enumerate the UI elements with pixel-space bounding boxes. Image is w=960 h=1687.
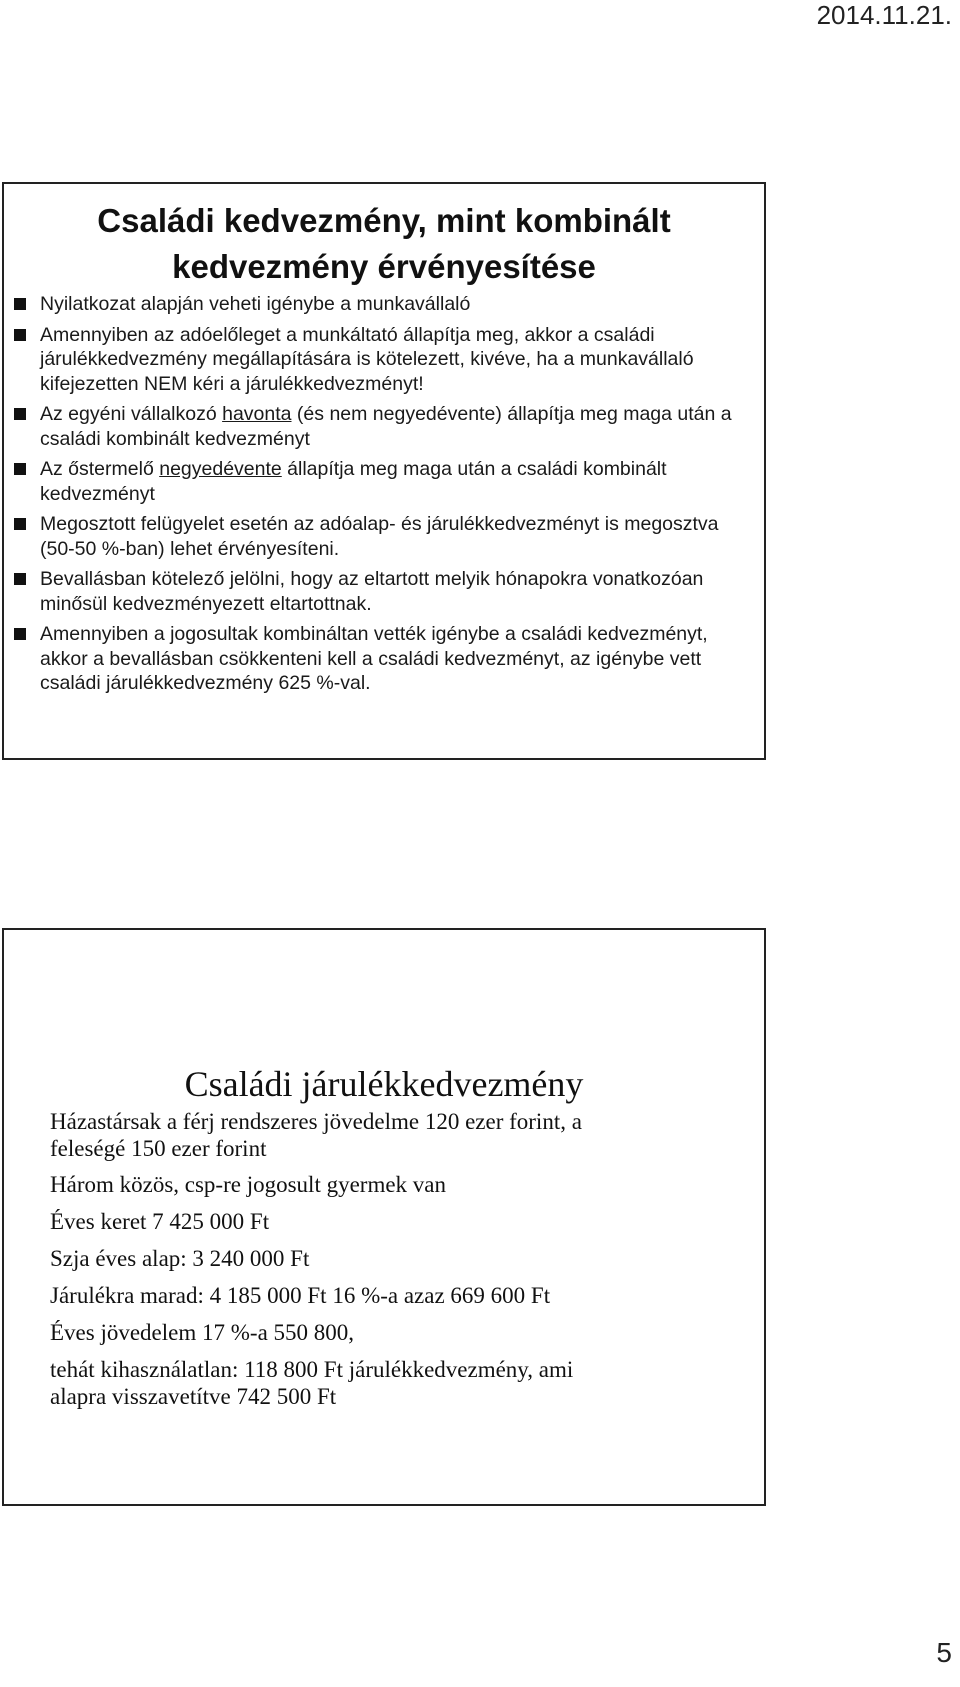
- document-date: 2014.11.21.: [816, 0, 952, 30]
- bullet-text: Nyilatkozat alapján veheti igénybe a munkavállaló: [40, 293, 471, 315]
- bullet-item: [14, 323, 749, 397]
- bullet-text-pre: Az őstermelő: [40, 458, 160, 480]
- text-line: feleségé 150 ezer forint: [50, 1136, 267, 1161]
- bullet-text: Amennyiben a jogosultak kombináltan vették igénybe a családi kedvezményt, akkor a bevallásban csökkenteni kell a családi kedvezményt, az igénybe vett családi járulékkedvezmény 625 %-val.: [40, 623, 708, 694]
- slide-title: [4, 198, 764, 290]
- bullet-text: Amennyiben az adóelőleget a munkáltató állapítja meg, akkor a családi járulékkedvezmény megállapítására is kötelezett, kivéve, ha a munkavállaló kifejezetten NEM kéri a járulékkedvezményt!: [40, 323, 694, 395]
- bullet-text-pre: Az egyéni vállalkozó: [40, 403, 223, 425]
- slide-combined-allowance: [2, 182, 766, 760]
- bullet-text-underlined: havonta: [222, 403, 292, 425]
- black-square-icon: [14, 329, 26, 341]
- slide-family-contribution-allowance: [2, 928, 766, 1506]
- text-line: Éves jövedelem 17 %-a 550 800,: [50, 1320, 355, 1345]
- bullet-text-post: (és nem negyedévente) állapítja meg maga után a családi kombinált kedvezményt: [40, 403, 732, 450]
- text-line: Szja éves alap: 3 240 000 Ft: [50, 1246, 310, 1271]
- bullet-item: [14, 567, 749, 616]
- black-square-icon: [14, 628, 26, 640]
- text-line: Három közös, csp-re jogosult gyermek van: [50, 1172, 447, 1197]
- slide-title: Családi járulékkedvezmény: [184, 1064, 584, 1104]
- bullet-text-underlined: negyedévente: [159, 458, 282, 480]
- bullet-item: [14, 292, 749, 317]
- bullet-item: [14, 402, 749, 451]
- black-square-icon: [14, 463, 26, 475]
- black-square-icon: [14, 408, 26, 420]
- text-line: Éves keret 7 425 000 Ft: [50, 1209, 270, 1234]
- bullet-item: [14, 512, 749, 561]
- bullet-item: [14, 622, 749, 696]
- bullet-list: [14, 292, 749, 702]
- black-square-icon: [14, 518, 26, 530]
- page-number: 5: [936, 1637, 952, 1668]
- slide-title-line-2: kedvezmény érvényesítése: [172, 248, 596, 285]
- bullet-text-post: állapítja meg maga után a családi kombinált kedvezményt: [40, 458, 667, 505]
- text-line: tehát kihasználatlan: 118 800 Ft járulékkedvezmény, ami: [50, 1357, 574, 1382]
- black-square-icon: [14, 573, 26, 585]
- bullet-text: Megosztott felügyelet esetén az adóalap- és járulékkedvezményt is megosztva (50-50 %-ban) lehet érvényesíteni.: [40, 513, 719, 560]
- bullet-item: [14, 457, 749, 506]
- bullet-text: Bevallásban kötelező jelölni, hogy az eltartott melyik hónapokra vonatkozóan minősül kedvezményezett eltartottnak.: [40, 568, 704, 615]
- text-line: Járulékra marad: 4 185 000 Ft 16 %-a azaz 669 600 Ft: [50, 1283, 551, 1308]
- text-line: Házastársak a férj rendszeres jövedelme 120 ezer forint, a: [50, 1109, 582, 1134]
- text-line: alapra visszavetítve 742 500 Ft: [50, 1384, 337, 1409]
- black-square-icon: [14, 298, 26, 310]
- calculation-text: [50, 1108, 740, 1410]
- slide-title-line-1: Családi kedvezmény, mint kombinált: [97, 202, 671, 239]
